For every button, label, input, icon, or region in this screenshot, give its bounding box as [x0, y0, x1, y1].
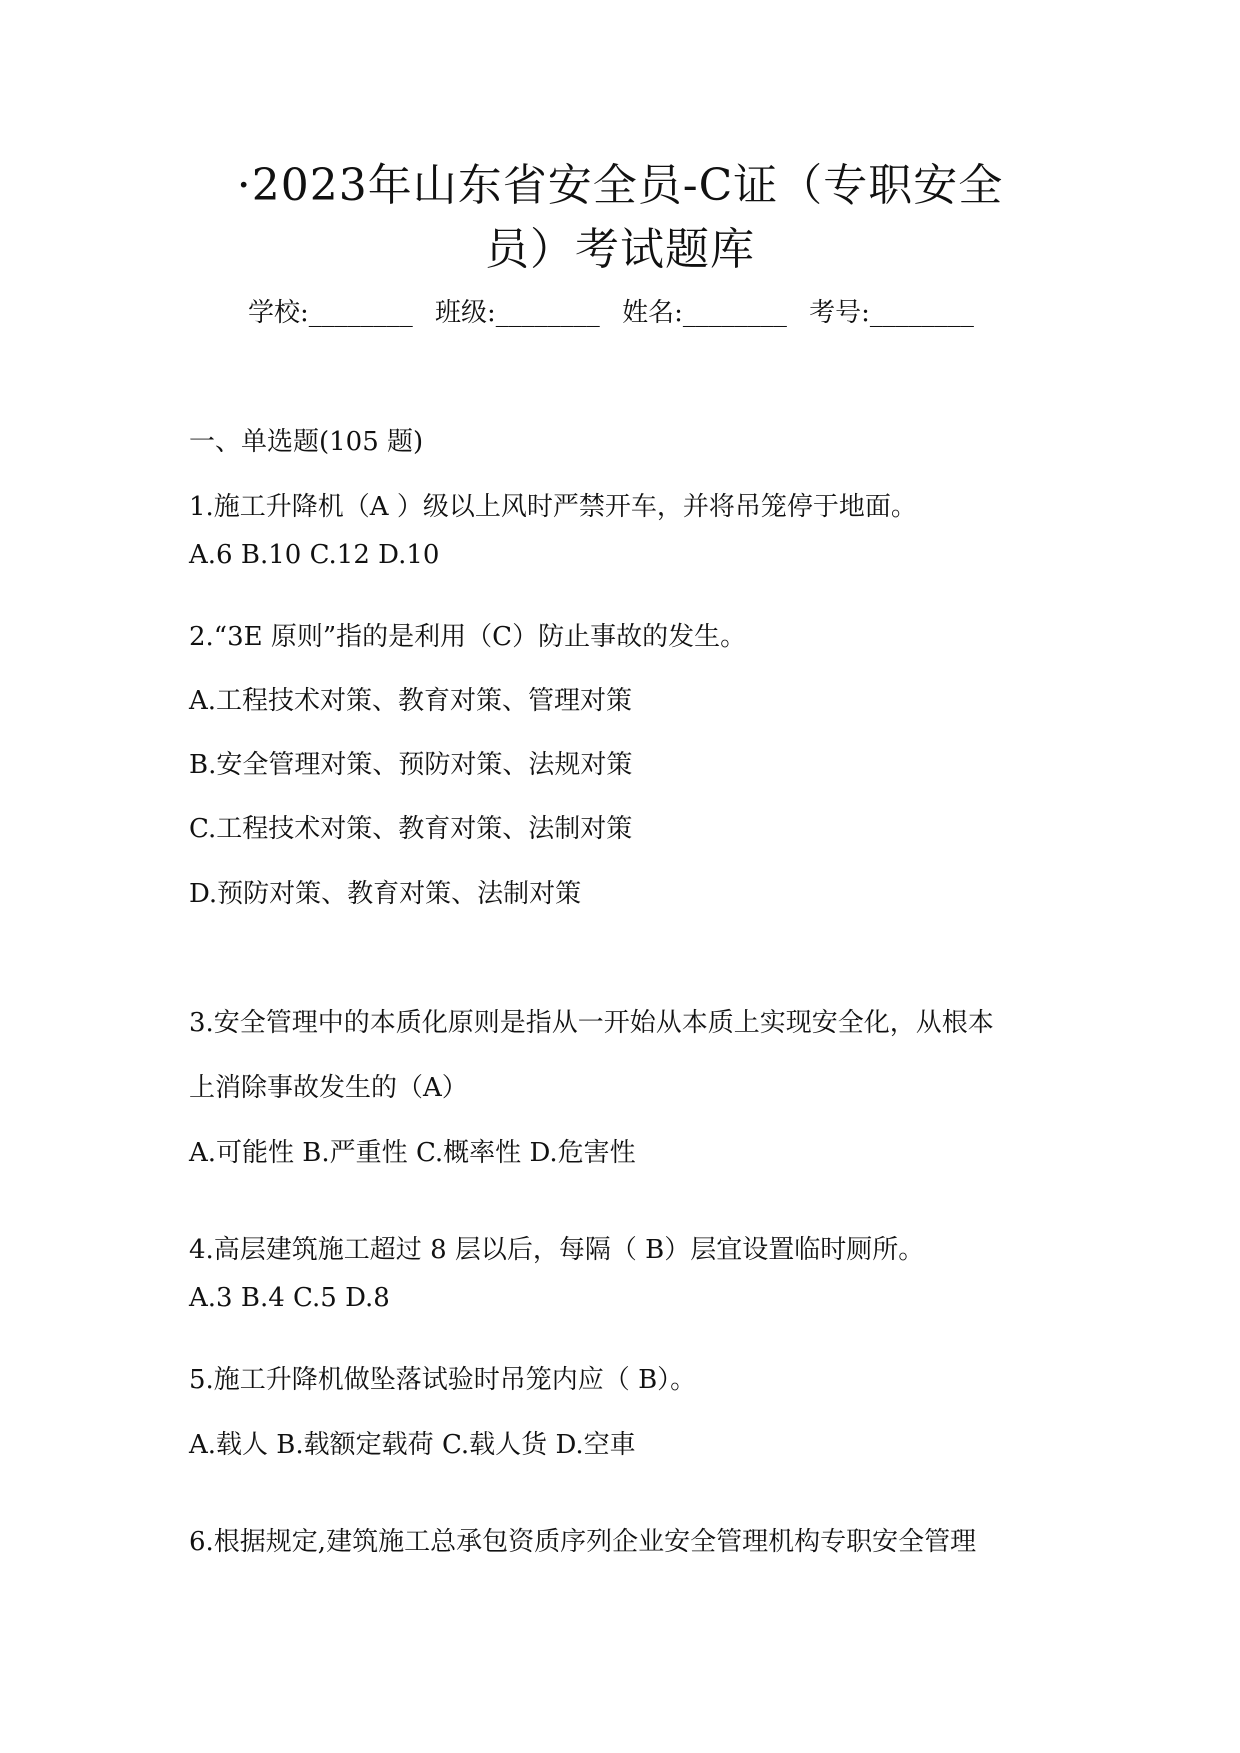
question-2-option-b: B.安全管理对策、预防对策、法规对策: [189, 750, 633, 780]
question-5-options: A.载人 B.载额定载荷 C.载人货 D.空車: [189, 1430, 636, 1460]
section-heading: 一、单选题(105 题): [189, 427, 424, 457]
question-1-options: A.6 B.10 C.12 D.10: [189, 540, 440, 570]
name-field: 姓名:________: [622, 298, 787, 328]
question-2-option-a: A.工程技术对策、教育对策、管理对策: [189, 686, 633, 716]
question-1-stem: 1.施工升降机（A ）级以上风时严禁开车，并将吊笼停于地面。: [189, 492, 917, 522]
question-4-stem: 4.高层建筑施工超过 8 层以后，每隔（ B）层宜设置临时厕所。: [189, 1235, 925, 1265]
class-field: 班级:________: [435, 298, 600, 328]
question-2-option-d: D.预防对策、教育对策、法制对策: [189, 879, 582, 909]
question-3-stem-line-1: 3.安全管理中的本质化原则是指从一开始从本质上实现安全化，从根本: [189, 1008, 994, 1038]
question-2-option-c: C.工程技术对策、教育对策、法制对策: [189, 814, 633, 844]
question-3-stem-line-2: 上消除事故发生的（A）: [189, 1073, 468, 1103]
question-3-options: A.可能性 B.严重性 C.概率性 D.危害性: [189, 1138, 636, 1168]
question-4-options: A.3 B.4 C.5 D.8: [189, 1283, 390, 1313]
question-2-stem: 2.“3E 原则”指的是利用（C）防止事故的发生。: [189, 622, 747, 652]
document-title-line-1: ·2023年山东省安全员-C证（专职安全: [236, 160, 1004, 211]
question-6-stem: 6.根据规定,建筑施工总承包资质序列企业安全管理机构专职安全管理: [189, 1527, 977, 1557]
exam-number-field: 考号:________: [809, 298, 974, 328]
document-title-line-2: 员）考试题库: [485, 224, 755, 275]
school-field: 学校:________: [248, 298, 413, 328]
student-info-line: [248, 296, 1028, 330]
question-5-stem: 5.施工升降机做坠落试验时吊笼内应（ B）。: [189, 1365, 697, 1395]
